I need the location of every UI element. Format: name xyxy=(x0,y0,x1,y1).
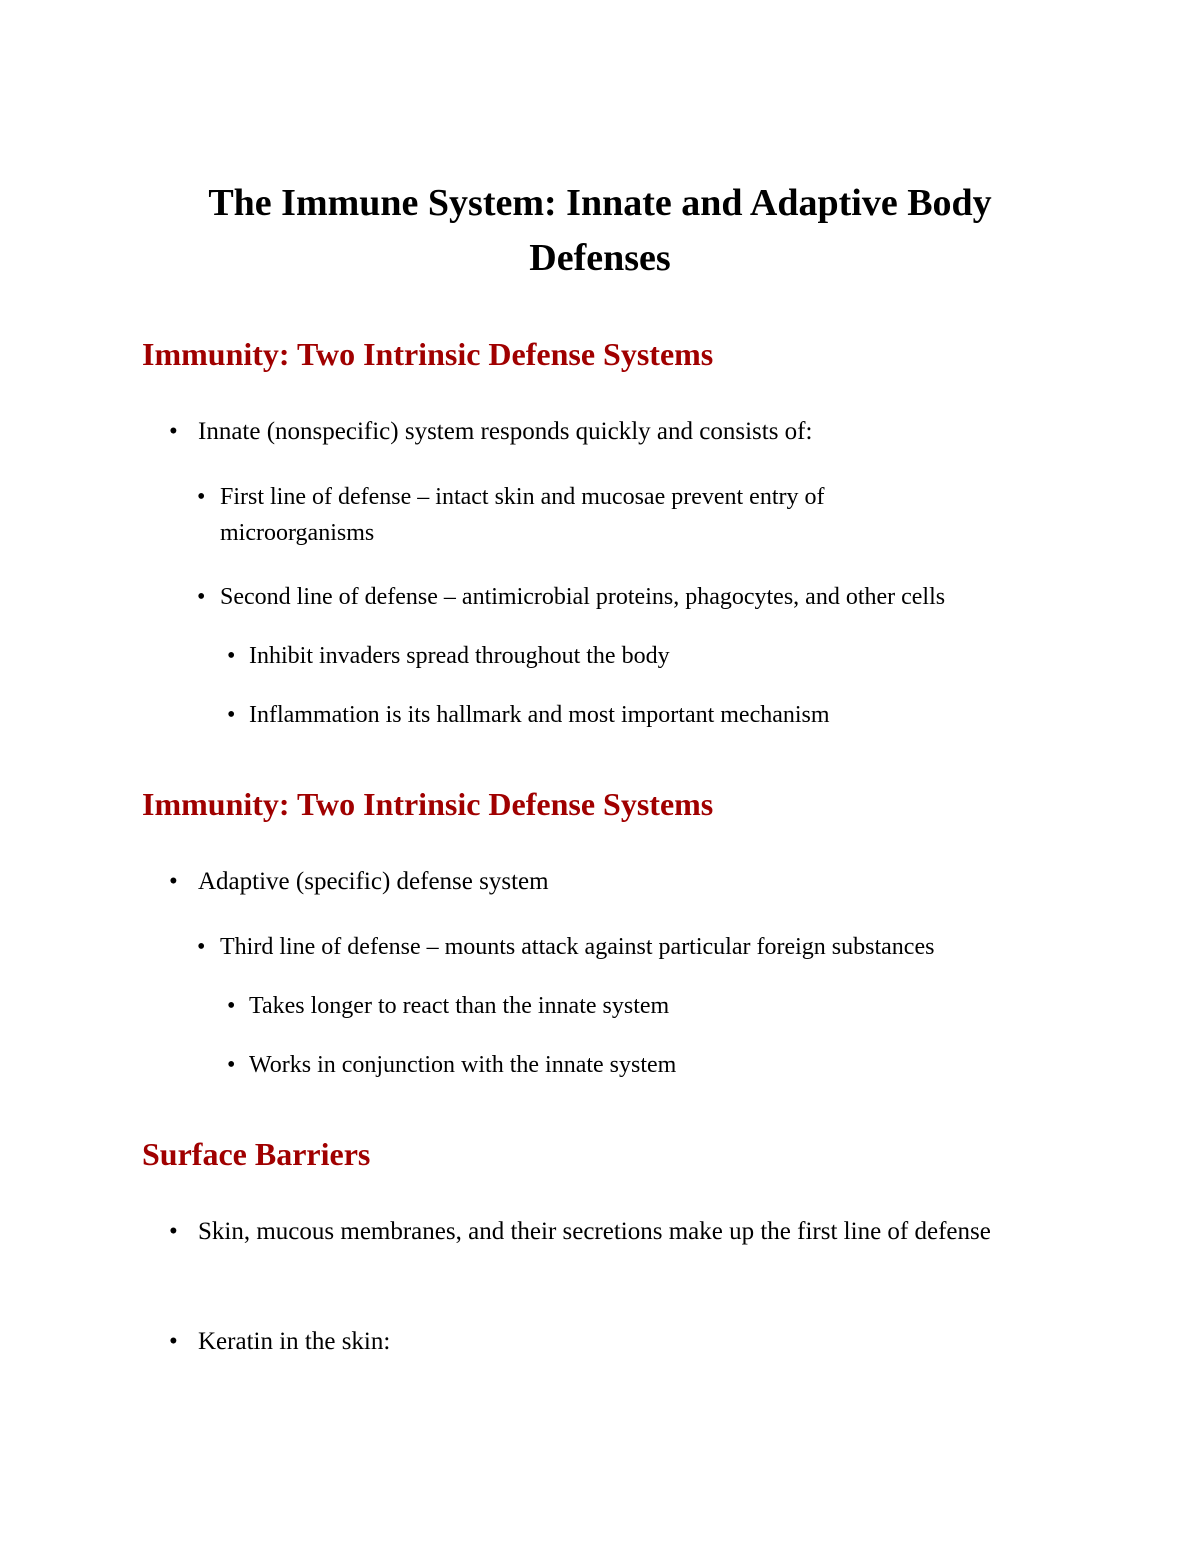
bullet-icon: • xyxy=(169,1328,178,1355)
list-item-text: Inhibit invaders spread throughout the body xyxy=(249,643,670,669)
bullet-icon: • xyxy=(227,1052,236,1078)
list-item-text: Third line of defense – mounts attack against particular foreign substances xyxy=(220,934,935,960)
bullet-icon: • xyxy=(197,934,206,960)
list-item-text: Adaptive (specific) defense system xyxy=(198,868,549,895)
section-heading: Immunity: Two Intrinsic Defense Systems xyxy=(142,786,714,822)
list-item xyxy=(227,697,1069,733)
list-item xyxy=(169,1213,1028,1251)
list-item xyxy=(169,1323,1038,1361)
bullet-icon: • xyxy=(169,868,178,895)
bullet-icon: • xyxy=(169,418,178,445)
bullet-icon: • xyxy=(169,1218,178,1245)
list-item xyxy=(227,1047,1069,1083)
bullet-icon: • xyxy=(197,584,206,610)
section-heading: Surface Barriers xyxy=(142,1136,371,1172)
list-item xyxy=(197,929,1060,965)
list-item xyxy=(197,579,1060,615)
list-item-text: Innate (nonspecific) system responds quickly and consists of: xyxy=(198,418,813,445)
list-item-text: Inflammation is its hallmark and most important mechanism xyxy=(249,702,830,728)
list-item xyxy=(227,638,1069,674)
list-item-text: First line of defense – intact skin and mucosae prevent entry of microorganisms xyxy=(220,484,825,546)
list-item-text: Takes longer to react than the innate system xyxy=(249,993,670,1019)
list-item xyxy=(197,479,940,551)
list-item xyxy=(169,413,1038,451)
bullet-icon: • xyxy=(227,993,236,1019)
document-title: The Immune System: Innate and Adaptive Body Defenses xyxy=(208,182,992,279)
list-item xyxy=(169,863,1038,901)
bullet-icon: • xyxy=(227,643,236,669)
list-item-text: Works in conjunction with the innate system xyxy=(249,1052,677,1078)
list-item xyxy=(227,988,1069,1024)
list-item-text: Second line of defense – antimicrobial proteins, phagocytes, and other cells xyxy=(220,584,946,610)
list-item-text: Keratin in the skin: xyxy=(198,1328,391,1355)
bullet-icon: • xyxy=(197,484,206,510)
bullet-icon: • xyxy=(227,702,236,728)
list-item-text: Skin, mucous membranes, and their secretions make up the first line of defense xyxy=(198,1218,991,1245)
section-heading: Immunity: Two Intrinsic Defense Systems xyxy=(142,336,714,372)
